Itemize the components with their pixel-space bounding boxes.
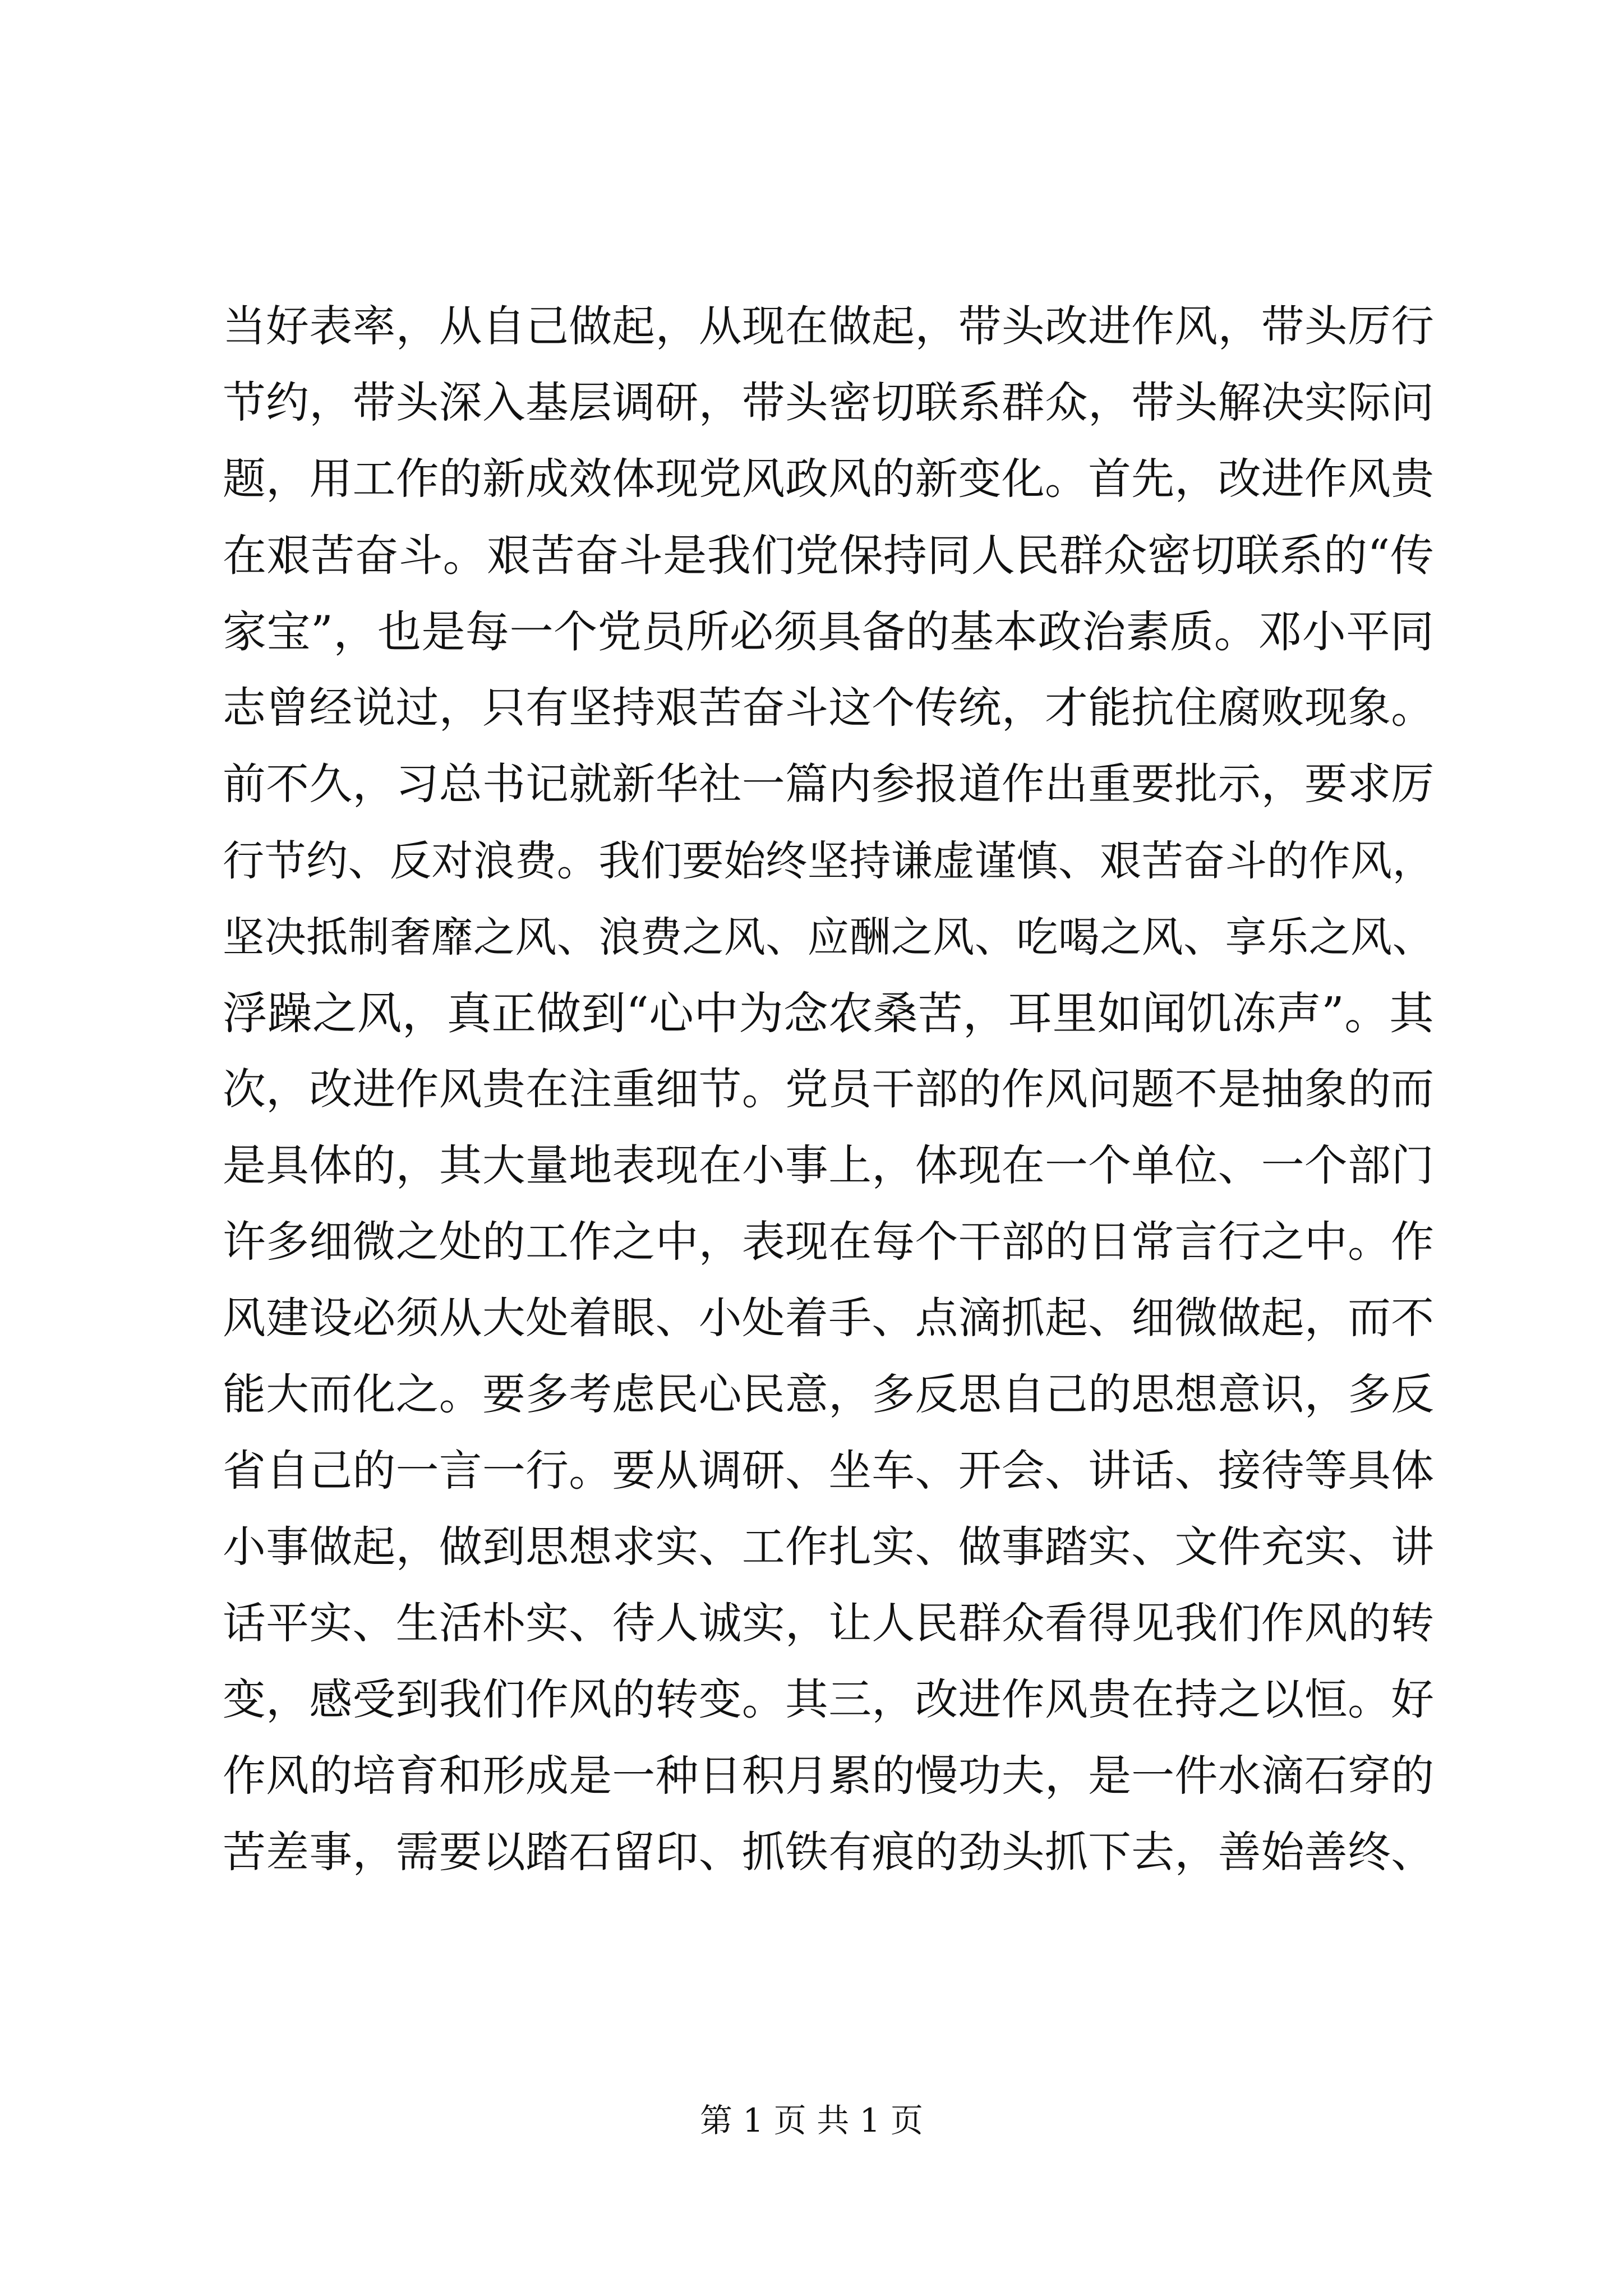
text-line: 作 风 的 培 育 和 形 成 是 一 种 日 积 月 累 的 慢 功 夫 ， 是 一 件 水 滴 石 穿 的 [223, 1751, 1434, 1801]
text-line: 风 建 设 必 须 从 大 处 着 眼 、 小 处 着 手 、 点 滴 抓 起 、 细 微 做 起 ， 而 不 [223, 1294, 1434, 1343]
text-line: 节 约 ， 带 头 深 入 基 层 调 研 ， 带 头 密 切 联 系 群 众 ， 带 头 解 决 实 际 问 [223, 378, 1434, 428]
text-line: 话 平 实 、 生 活 朴 实 、 待 人 诚 实 ， 让 人 民 群 众 看 得 见 我 们 作 风 的 转 [223, 1599, 1434, 1649]
text-line: 次 ， 改 进 作 风 贵 在 注 重 细 节 。 党 员 干 部 的 作 风 问 题 不 是 抽 象 的 而 [223, 1065, 1434, 1115]
text-line: 能 大 而 化 之 。 要 多 考 虑 民 心 民 意 ， 多 反 思 自 己 的 思 想 意 识 ， 多 反 [223, 1370, 1434, 1420]
text-line: 许 多 细 微 之 处 的 工 作 之 中 ， 表 现 在 每 个 干 部 的 日 常 言 行 之 中 。 作 [223, 1217, 1434, 1267]
body-paragraph [223, 289, 1434, 1891]
text-line: 小 事 做 起 ， 做 到 思 想 求 实 、 工 作 扎 实 、 做 事 踏 实 、 文 件 充 实 、 讲 [223, 1522, 1434, 1572]
text-line: 行 节 约 、 反 对 浪 费 。 我 们 要 始 终 坚 持 谦 虚 谨 慎 、 艰 苦 奋 斗 的 作 风 ， [223, 837, 1434, 885]
text-line: 家 宝 ” ， 也 是 每 一 个 党 员 所 必 须 具 备 的 基 本 政 治 素 质 。 邓 小 平 同 [223, 606, 1434, 657]
text-line: 当 好 表 率 ， 从 自 己 做 起 ， 从 现 在 做 起 ， 带 头 改 进 作 风 ， 带 头 厉 行 [223, 302, 1434, 352]
text-line: 志 曾 经 说 过 ， 只 有 坚 持 艰 苦 奋 斗 这 个 传 统 ， 才 能 抗 住 腐 败 现 象 。 [223, 683, 1434, 733]
text-line: 是 具 体 的 ， 其 大 量 地 表 现 在 小 事 上 ， 体 现 在 一 个 单 位 、 一 个 部 门 [223, 1141, 1434, 1191]
text-line: 前 不 久 ， 习 总 书 记 就 新 华 社 一 篇 内 参 报 道 作 出 重 要 批 示 ， 要 求 厉 [223, 760, 1434, 809]
text-line: 变 ， 感 受 到 我 们 作 风 的 转 变 。 其 三 ， 改 进 作 风 贵 在 持 之 以 恒 。 好 [223, 1675, 1434, 1725]
text-line: 坚 决 抵 制 奢 靡 之 风 、 浪 费 之 风 、 应 酬 之 风 、 吃 喝 之 风 、 享 乐 之 风 、 [223, 913, 1434, 961]
text-line: 省 自 己 的 一 言 一 行 。 要 从 调 研 、 坐 车 、 开 会 、 讲 话 、 接 待 等 具 体 [223, 1446, 1434, 1496]
text-line: 浮 躁 之 风 ， 真 正 做 到 “ 心 中 为 念 农 桑 苦 ， 耳 里 如 闻 饥 冻 声 ” 。 其 [223, 987, 1434, 1039]
text-line: 在 艰 苦 奋 斗 。 艰 苦 奋 斗 是 我 们 党 保 持 同 人 民 群 众 密 切 联 系 的 “ 传 [223, 530, 1434, 581]
text-line: 苦 差 事 ， 需 要 以 踏 石 留 印 、 抓 铁 有 痕 的 劲 头 抓 下 去 ， 善 始 善 终 、 [223, 1828, 1434, 1878]
page-footer: 第 1 页 共 1 页 [700, 2101, 923, 2139]
text-line: 题 ， 用 工 作 的 新 成 效 体 现 党 风 政 风 的 新 变 化 。 首 先 ， 改 进 作 风 贵 [223, 454, 1434, 504]
